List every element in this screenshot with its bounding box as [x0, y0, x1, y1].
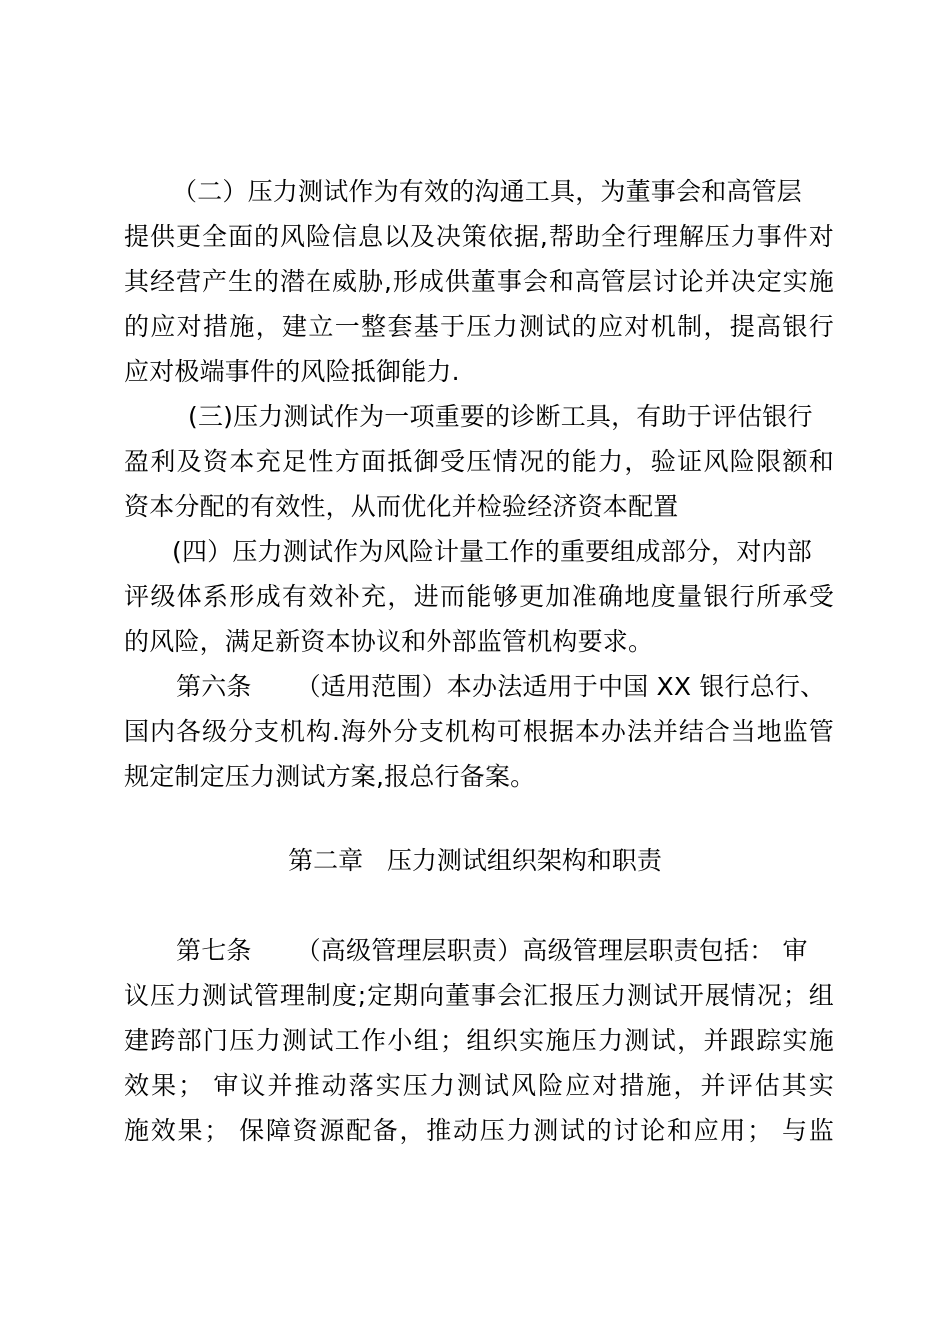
article6-line-1 — [176, 669, 834, 705]
para2-line-5: 应对极端事件的风险抵御能力. — [124, 357, 460, 386]
para4-line-1: (四）压力测试作为风险计量工作的重要组成部分，对内部 — [172, 537, 812, 566]
chapter-heading — [0, 843, 950, 879]
para2-line-4: 的应对措施，建立一整套基于压力测试的应对机制，提高银行 — [124, 312, 834, 341]
article6-heading: 第六条 — [176, 672, 252, 701]
article6-text: （适用范围）本办法适用于中国 XX 银行总行、 — [295, 672, 826, 701]
para3-line-1: (三)压力测试作为一项重要的诊断工具，有助于评估银行 — [188, 402, 813, 431]
article7-text: （高级管理层职责）高级管理层职责包括： 审 — [295, 936, 808, 965]
para3-line-2: 盈利及资本充足性方面抵御受压情况的能力，验证风险限额和 — [124, 447, 834, 476]
para2-line-2: 提供更全面的风险信息以及决策依据,帮助全行理解压力事件对 — [124, 222, 834, 251]
article7-line-2: 议压力测试管理制度;定期向董事会汇报压力测试开展情况；组 — [124, 981, 834, 1010]
chapter-title: 压力测试组织架构和职责 — [386, 846, 662, 875]
article7-line-1 — [176, 933, 834, 969]
article7-line-4: 效果； 审议并推动落实压力测试风险应对措施，并评估其实 — [124, 1071, 834, 1100]
article7-heading: 第七条 — [176, 936, 252, 965]
para2-line-1: （二）压力测试作为有效的沟通工具，为董事会和高管层 — [172, 177, 803, 206]
para4-line-2: 评级体系形成有效补充，进而能够更加准确地度量银行所承受 — [124, 582, 834, 611]
article6-line-2: 国内各级分支机构.海外分支机构可根据本办法并结合当地监管 — [124, 717, 834, 746]
para3-line-3: 资本分配的有效性，从而优化并检验经济资本配置 — [124, 492, 679, 521]
article7-line-5: 施效果； 保障资源配备，推动压力测试的讨论和应用； 与监 — [124, 1116, 834, 1145]
para4-line-3: 的风险，满足新资本协议和外部监管机构要求。 — [124, 627, 654, 656]
para2-line-3: 其经营产生的潜在威胁,形成供董事会和高管层讨论并决定实施 — [124, 267, 834, 296]
chapter-number: 第二章 — [288, 846, 364, 875]
article7-line-3: 建跨部门压力测试工作小组；组织实施压力测试，并跟踪实施 — [124, 1026, 834, 1055]
article6-line-3: 规定制定压力测试方案,报总行备案。 — [124, 762, 536, 791]
